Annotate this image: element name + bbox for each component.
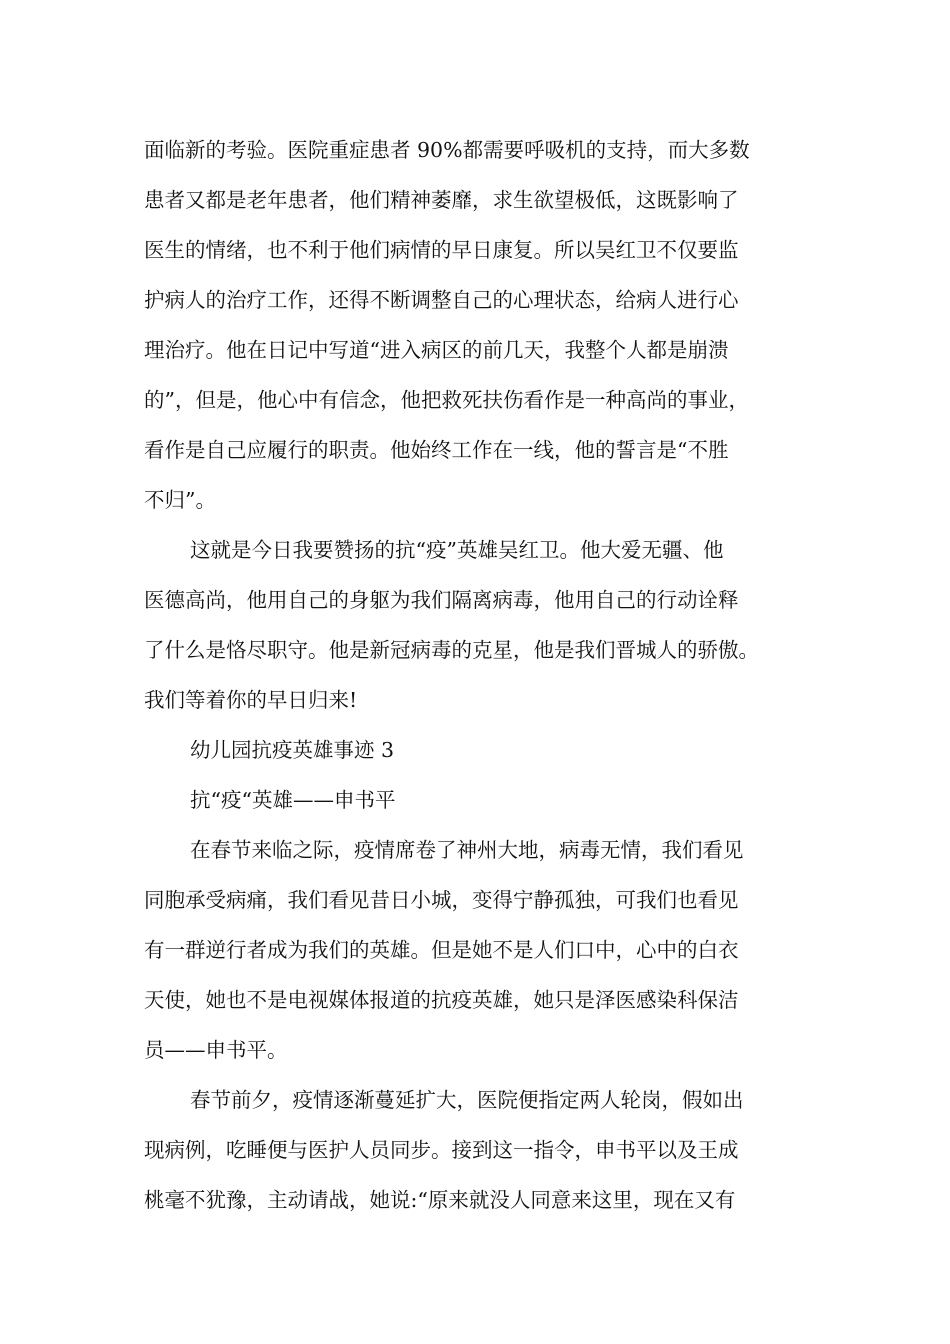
text-line: 了什么是恪尽职守。他是新冠病毒的克星，他是我们晋城人的骄傲。: [144, 638, 759, 662]
section-subheading: 抗“疫“英雄——申书平: [190, 788, 396, 812]
text-line: 医德高尚，他用自己的身躯为我们隔离病毒，他用自己的行动诠释: [144, 588, 739, 612]
text-line: 看作是自己应履行的职责。他始终工作在一线，他的誓言是“不胜: [144, 438, 729, 462]
paragraph-first-line: 这就是今日我要赞扬的抗“疫”英雄吴红卫。他大爱无疆、他: [190, 538, 724, 562]
paragraph-first-line: 在春节来临之际，疫情席卷了神州大地，病毒无情，我们看见: [190, 838, 744, 862]
text-line: 患者又都是老年患者，他们精神萎靡，求生欲望极低，这既影响了: [144, 188, 739, 212]
paragraph-first-line: 春节前夕，疫情逐渐蔓延扩大，医院便指定两人轮岗，假如出: [190, 1088, 744, 1112]
text-line: 的”，但是，他心中有信念，他把救死扶伤看作是一种高尚的事业，: [144, 388, 749, 412]
text-line: 天使，她也不是电视媒体报道的抗疫英雄，她只是泽医感染科保洁: [144, 988, 739, 1012]
text-line: 同胞承受病痛，我们看见昔日小城，变得宁静孤独，可我们也看见: [144, 888, 739, 912]
text-line: 医生的情绪，也不利于他们病情的早日康复。所以吴红卫不仅要监: [144, 238, 739, 262]
text-line: 面临新的考验。医院重症患者 90%都需要呼吸机的支持，而大多数: [144, 138, 750, 162]
text-line: 我们等着你的早日归来!: [144, 688, 358, 712]
section-heading: 幼儿园抗疫英雄事迹 3: [190, 738, 395, 762]
text-line: 理治疗。他在日记中写道“进入病区的前几天，我整个人都是崩溃: [144, 338, 729, 362]
text-line: 桃毫不犹豫，主动请战，她说:“原来就没人同意来这里，现在又有: [144, 1188, 736, 1212]
text-line: 有一群逆行者成为我们的英雄。但是她不是人们口中，心中的白衣: [144, 938, 739, 962]
text-line: 员——申书平。: [144, 1038, 288, 1062]
text-line: 护病人的治疗工作，还得不断调整自己的心理状态，给病人进行心: [144, 288, 739, 312]
text-line: 不归”。: [144, 488, 216, 512]
text-line: 现病例，吃睡便与医护人员同步。接到这一指令，申书平以及王成: [144, 1138, 739, 1162]
